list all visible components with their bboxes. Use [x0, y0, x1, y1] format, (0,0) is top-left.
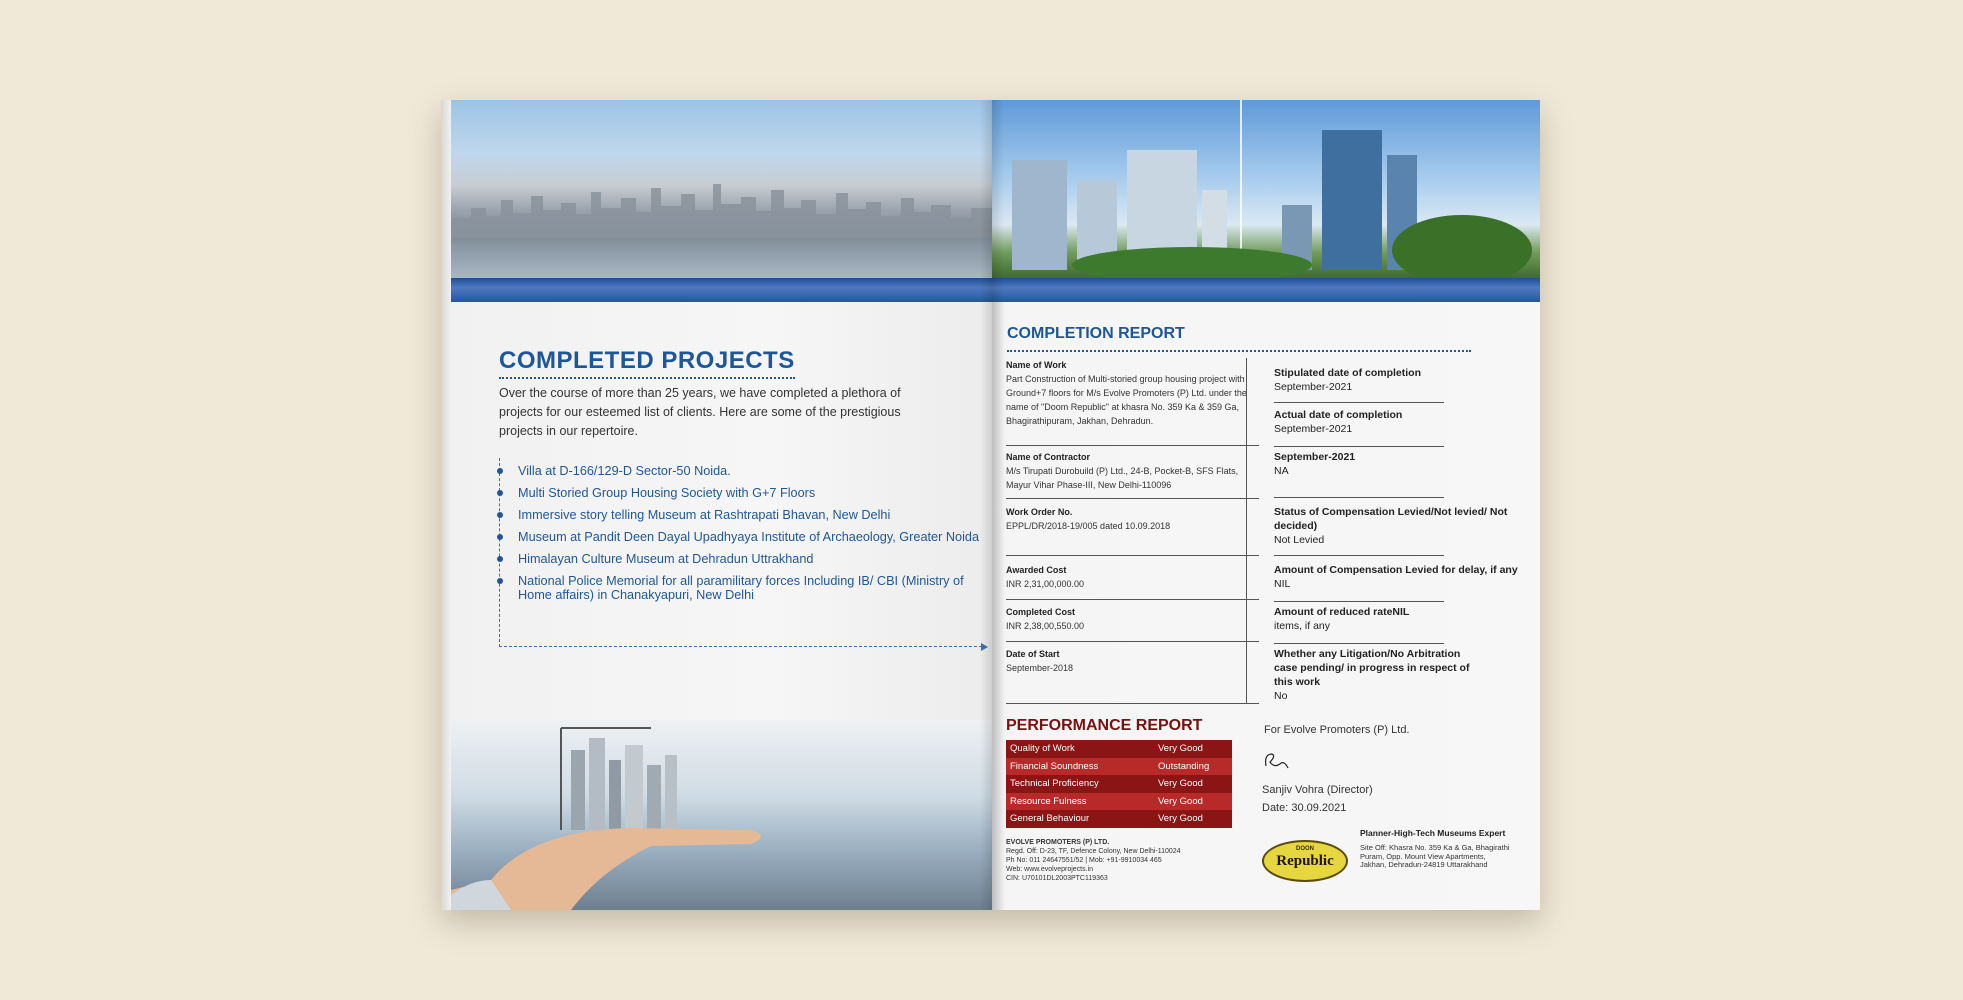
work-order-label: Work Order No. — [1006, 507, 1073, 517]
company-phone-line: Ph No: 011 24647551/52 | Mob: +91-9910034 465 — [1006, 857, 1162, 864]
completion-month-label: September-2021 — [1274, 451, 1356, 463]
reduced-rate-label: Amount of reduced rateNIL — [1274, 606, 1410, 618]
actual-date-label: Actual date of completion — [1274, 409, 1403, 421]
actual-date-value: September-2021 — [1274, 423, 1353, 435]
table-row: Quality of Work Very Good — [1006, 740, 1232, 758]
doon-republic-logo: DOON Republic — [1262, 840, 1348, 882]
completion-month-value: NA — [1274, 465, 1289, 477]
awarded-cost-label: Awarded Cost — [1006, 565, 1067, 575]
office-buildings-image — [992, 100, 1540, 278]
company-cin-line: CIN: U70101DL2003PTC119363 — [1006, 875, 1108, 882]
awarded-cost-value: INR 2,31,00,000.00 — [1006, 579, 1085, 589]
performance-table — [1006, 740, 1232, 828]
blue-header-band — [992, 278, 1540, 302]
stipulated-date-value: September-2021 — [1274, 381, 1353, 393]
work-order-value: EPPL/DR/2018-19/005 dated 10.09.2018 — [1006, 521, 1171, 531]
signatory-name: Sanjiv Vohra (Director) — [1262, 784, 1373, 796]
compensation-status-value: Not Levied — [1274, 534, 1325, 546]
name-of-work-value: Part Construction of Multi-storied group housing project with Ground+7 floors for M/s Evolve Promoters (P) Ltd. under the name of "Doom Republic" at khasra No. 359 Ka & 359 Ga, Bhagirathipuram, Jakhan, Dehradun. — [1006, 374, 1247, 426]
litigation-value: No — [1274, 690, 1288, 702]
list-item: Immersive story telling Museum at Rashtrapati Bhavan, New Delhi — [512, 508, 982, 522]
date-of-start-label: Date of Start — [1006, 649, 1060, 659]
company-web-line: Web: www.evolveprojects.in — [1006, 866, 1094, 873]
date-of-start-value: September-2018 — [1006, 663, 1074, 673]
stipulated-date-label: Stipulated date of completion — [1274, 367, 1422, 379]
table-row: General Behaviour Very Good — [1006, 810, 1232, 828]
buildings-graphic — [992, 100, 1540, 278]
list-item: Villa at D-166/129-D Sector-50 Noida. — [512, 464, 982, 478]
reduced-rate-value: items, if any — [1274, 620, 1331, 632]
litigation-label: Whether any Litigation/No Arbitration case pending/ in progress in respect of this work — [1274, 648, 1470, 688]
completion-report-title: COMPLETION REPORT — [1007, 325, 1185, 342]
table-row: Technical Proficiency Very Good — [1006, 775, 1232, 793]
table-row: Resource Fulness Very Good — [1006, 793, 1232, 811]
blue-header-band — [451, 278, 992, 302]
list-item: National Police Memorial for all paramilitary forces Including IB/ CBI (Ministry of Home affairs) in Chanakyapuri, New Delhi — [512, 574, 982, 602]
hand-buildings-graphic — [451, 720, 992, 910]
company-address-block — [1006, 838, 1206, 883]
company-name: EVOLVE PROMOTERS (P) LTD. — [1006, 839, 1110, 846]
list-item: Multi Storied Group Housing Society with G+7 Floors — [512, 486, 982, 500]
compensation-amount-label: Amount of Compensation Levied for delay, if any — [1274, 564, 1518, 576]
list-item: Himalayan Culture Museum at Dehradun Uttrakhand — [512, 552, 982, 566]
skyline-graphic — [451, 178, 992, 238]
name-of-work-label: Name of Work — [1006, 360, 1067, 370]
left-page — [441, 100, 992, 910]
expert-title: Planner-High-Tech Museums Expert — [1360, 828, 1506, 838]
project-list — [499, 458, 982, 647]
city-panorama-image — [451, 100, 992, 278]
hand-holding-buildings-image — [451, 720, 992, 910]
right-page — [992, 100, 1540, 910]
list-item: Museum at Pandit Deen Dayal Upadhyaya Institute of Archaeology, Greater Noida — [512, 530, 982, 544]
completed-cost-label: Completed Cost — [1006, 607, 1076, 617]
performance-report-title: PERFORMANCE REPORT — [1006, 717, 1203, 734]
contractor-label: Name of Contractor — [1006, 452, 1091, 462]
site-office-address: Site Off: Khasra No. 359 Ka & Ga, Bhagirathi Puram, Opp. Mount View Apartments, Jakhan, Dehradun-24819 Uttarakhand — [1360, 843, 1510, 869]
compensation-status-label: Status of Compensation Levied/Not levied/ Not decided) — [1274, 506, 1508, 532]
company-address-line: Regd. Off: D-23, TF, Defence Colony, New Delhi-110024 — [1006, 848, 1181, 855]
brochure-spread — [441, 100, 1540, 910]
signature-graphic — [1262, 748, 1292, 774]
completed-projects-title: COMPLETED PROJECTS — [499, 347, 795, 379]
contractor-value: M/s Tirupati Durobuild (P) Ltd., 24-B, Pocket-B, SFS Flats, Mayur Vihar Phase-III, New Delhi-110096 — [1006, 466, 1239, 490]
arrow-icon — [981, 643, 988, 651]
intro-paragraph: Over the course of more than 25 years, we have completed a plethora of projects for our esteemed list of clients. Here are some of the prestigious projects in our repertoire. — [499, 386, 901, 438]
signatory-company: For Evolve Promoters (P) Ltd. — [1264, 724, 1410, 736]
signatory-date: Date: 30.09.2021 — [1262, 802, 1347, 814]
title-underline — [1007, 350, 1471, 352]
table-row: Financial Soundness Outstanding — [1006, 758, 1232, 776]
compensation-amount-value: NIL — [1274, 578, 1291, 590]
completed-cost-value: INR 2,38,00,550.00 — [1006, 621, 1085, 631]
